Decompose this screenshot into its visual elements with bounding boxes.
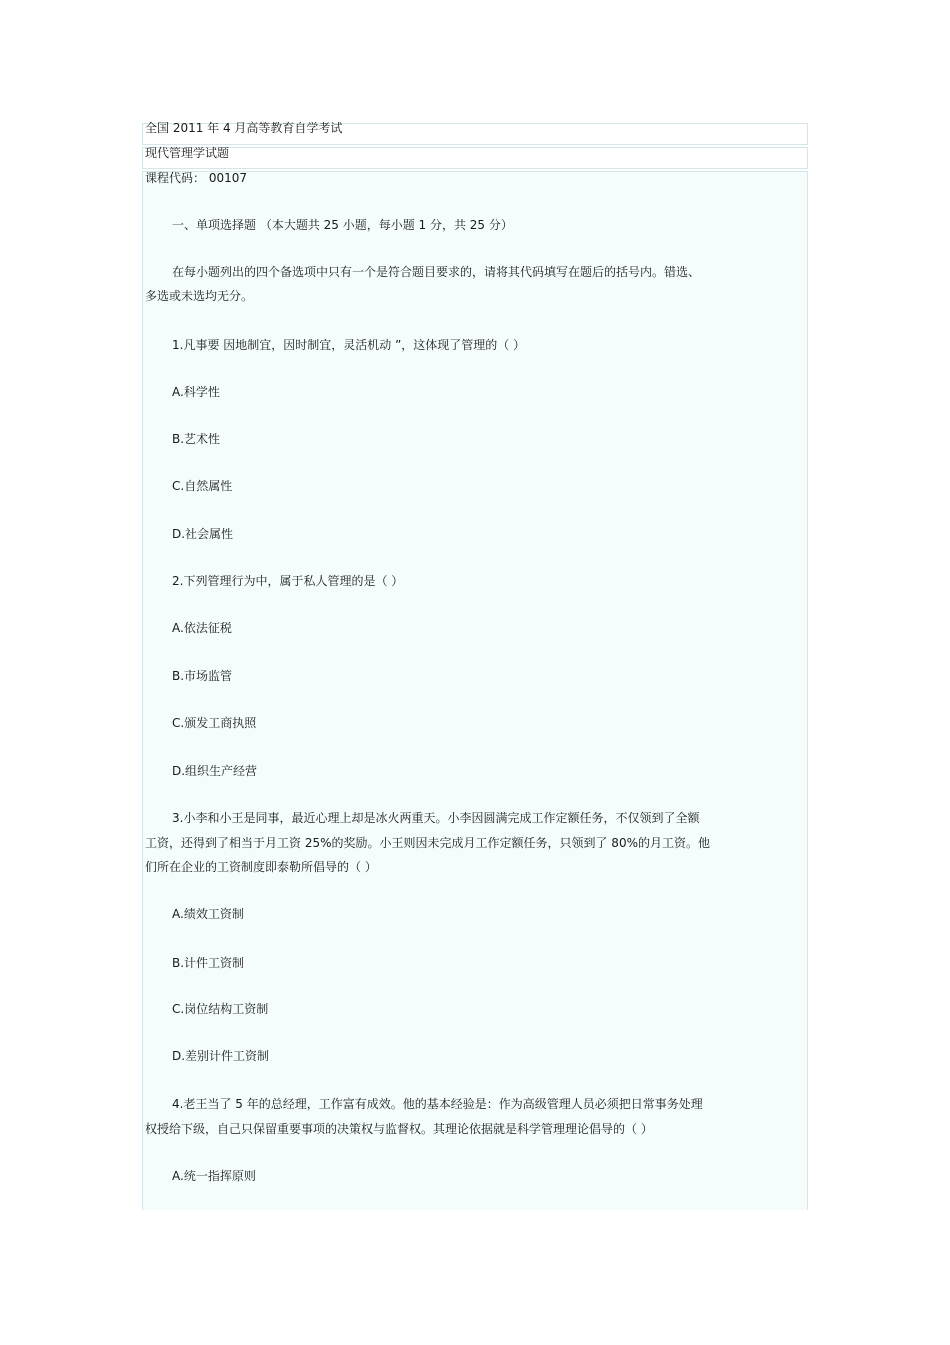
question-stem: 2.下列管理行为中，属于私人管理的是（ ）: [172, 574, 404, 588]
answer-option: A.绩效工资制: [172, 907, 244, 921]
answer-option: B.计件工资制: [172, 956, 245, 970]
answer-option: A.科学性: [172, 385, 220, 399]
question-stem: 们所在企业的工资制度即泰勒所倡导的（ ）: [145, 860, 377, 874]
section-heading: 一、单项选择题 （本大题共 25 小题，每小题 1 分，共 25 分）: [172, 218, 513, 232]
question-stem: 1.凡事要 因地制宜，因时制宜，灵活机动 ”，这体现了管理的（ ）: [172, 338, 526, 352]
subject-title: 现代管理学试题: [145, 146, 230, 160]
answer-option: C.颁发工商执照: [172, 716, 257, 730]
question-stem: 3.小李和小王是同事，最近心理上却是冰火两重天。小李因圆满完成工作定额任务，不仅领到了全额: [172, 811, 700, 825]
answer-option: B.市场监管: [172, 669, 233, 683]
question-stem: 4.老王当了 5 年的总经理，工作富有成效。他的基本经验是：作为高级管理人员必须把日常事务处理: [172, 1097, 703, 1111]
exam-title: 全国 2011 年 4 月高等教育自学考试: [145, 121, 343, 135]
answer-option: A.统一指挥原则: [172, 1169, 256, 1183]
question-stem: 工资，还得到了相当于月工资 25%的奖励。小王则因未完成月工作定额任务，只领到了 80%的月工资。他: [145, 836, 710, 850]
answer-option: D.组织生产经营: [172, 764, 258, 778]
course-code: 课程代码： 00107: [145, 171, 247, 185]
answer-option: C.自然属性: [172, 479, 233, 493]
answer-option: D.差别计件工资制: [172, 1049, 270, 1063]
answer-option: D.社会属性: [172, 527, 234, 541]
header-row-box: [142, 147, 808, 169]
question-stem: 权授给下级，自己只保留重要事项的决策权与监督权。其理论依据就是科学管理理论倡导的（ ）: [145, 1122, 653, 1136]
answer-option: B.艺术性: [172, 432, 221, 446]
answer-option: A.依法征税: [172, 621, 232, 635]
answer-option: C.岗位结构工资制: [172, 1002, 269, 1016]
instructions-line: 在每小题列出的四个备选项中只有一个是符合题目要求的，请将其代码填写在题后的括号内。错选、: [172, 265, 701, 279]
instructions-line: 多选或未选均无分。: [145, 289, 254, 303]
